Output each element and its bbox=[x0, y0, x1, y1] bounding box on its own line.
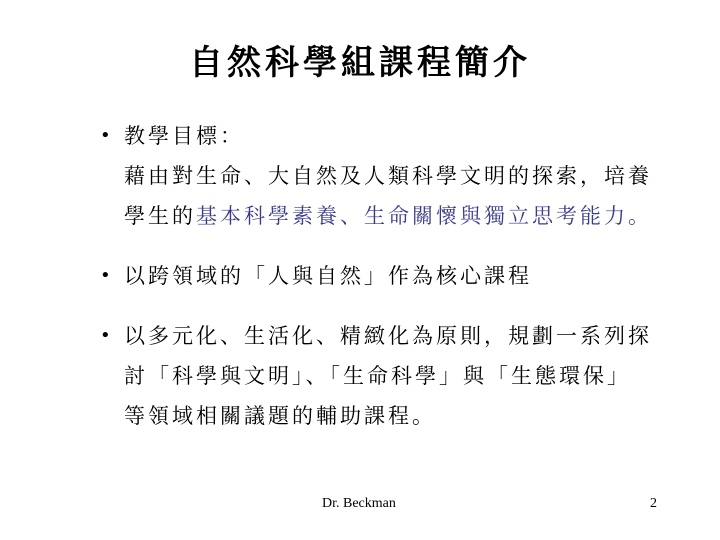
bullet-text: 以跨領域的「人與自然」作為核心課程 bbox=[124, 264, 532, 288]
footer-author: Dr. Beckman bbox=[322, 496, 396, 511]
page-number: 2 bbox=[650, 496, 657, 511]
bullet-text: 等領域相關議題的輔助課程。 bbox=[124, 404, 436, 428]
bullet-dot: • bbox=[100, 325, 114, 346]
slide-title: 自然科學組課程簡介 bbox=[189, 43, 531, 83]
bullet-text: 以多元化、生活化、精緻化為原則，規劃一系列探 bbox=[124, 324, 652, 348]
bullet-teaching-goals bbox=[100, 116, 680, 236]
bullet-supporting-courses bbox=[100, 316, 680, 436]
bullet-text-highlight: 基本科學素養、生命關懷與獨立思考能力。 bbox=[196, 204, 652, 228]
bullet-text-plain: 學生的 bbox=[124, 204, 196, 228]
bullet-core-course bbox=[100, 256, 680, 296]
bullet-dot: • bbox=[100, 265, 114, 286]
bullet-text: 教學目標： bbox=[124, 124, 244, 148]
bullet-text bbox=[100, 204, 652, 228]
bullet-text: 討「科學與文明」、「生命科學」與「生態環保」 bbox=[124, 364, 631, 388]
bullet-dot: • bbox=[100, 125, 114, 146]
bullet-text: 藉由對生命、大自然及人類科學文明的探索，培養 bbox=[124, 164, 652, 188]
